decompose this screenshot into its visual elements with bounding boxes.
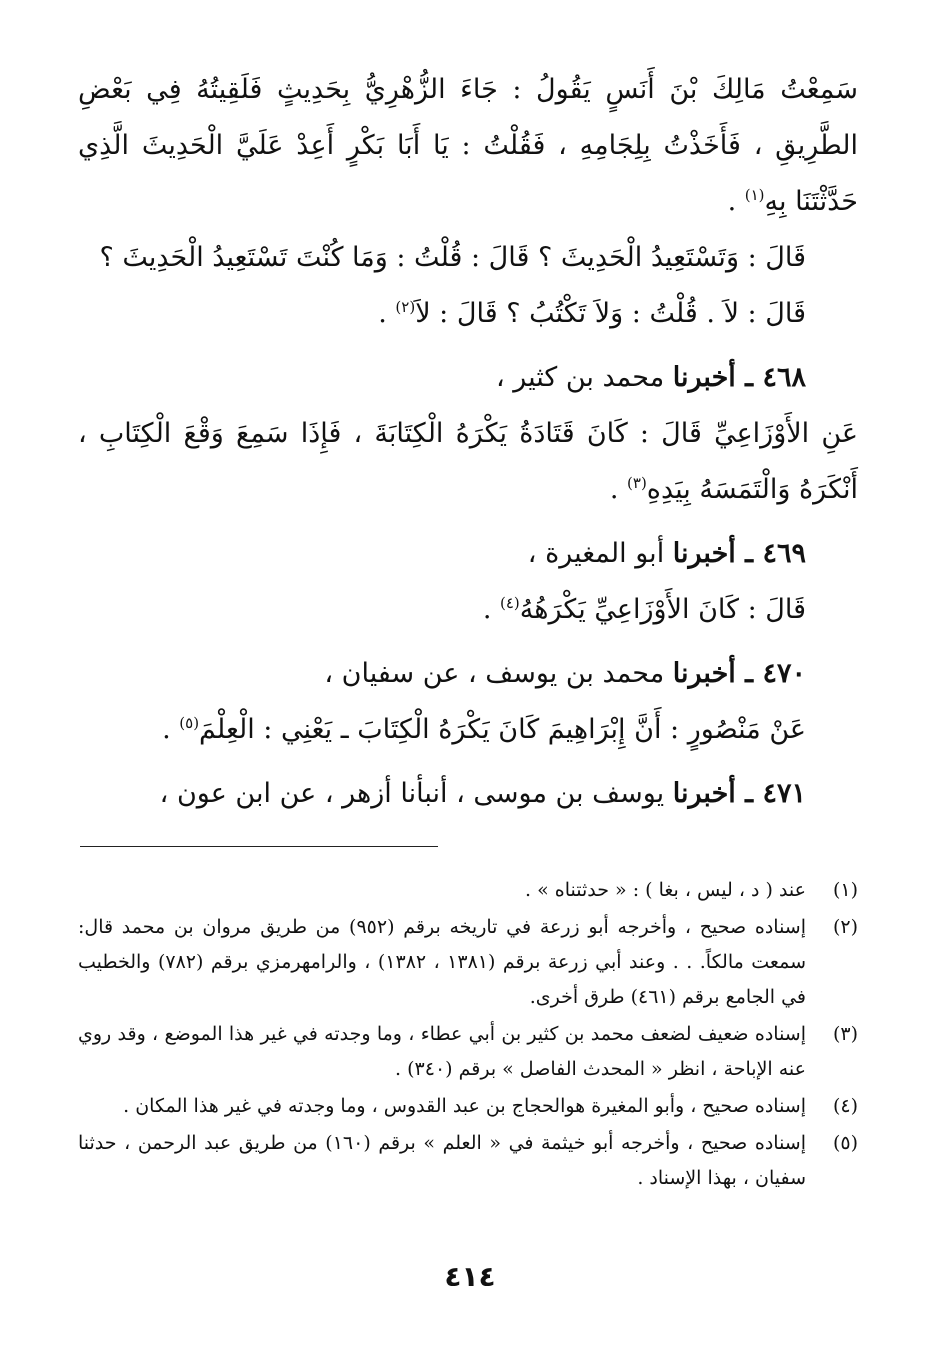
hadith-number: ٤٦٩ (762, 538, 806, 569)
paragraph-dialogue-2: قَالَ : لاَ . قُلْتُ : وَلاَ تَكْتُبُ ؟ قَالَ : لاَ$^{(٢)}$ . (378, 298, 806, 329)
footnote-mark: (٤) (832, 1095, 858, 1117)
paragraph-dialogue-1: قَالَ : وَتَسْتَعِيدُ الْحَدِيثَ ؟ قَالَ : قُلْتُ : وَمَا كُنْتَ تَسْتَعِيدُ الْحَدِيثَ ؟ (99, 242, 806, 273)
hadith-heading-471: ٤٧١ ـ أخبرنا يوسف بن موسى ، أنبأنا أزهر ، عن ابن عون ، (159, 778, 806, 809)
hadith-heading-470: ٤٧٠ ـ أخبرنا محمد بن يوسف ، عن سفيان ، (324, 658, 806, 689)
footnote-ref-3: (٣) (627, 474, 647, 492)
footnote-1 (78, 873, 858, 908)
footnote-5 (78, 1126, 858, 1196)
hadith-heading-469: ٤٦٩ ـ أخبرنا أبو المغيرة ، (527, 538, 806, 569)
footnote-ref-5: (٥) (179, 714, 200, 732)
footnote-3 (78, 1017, 858, 1087)
hadith-number: ٤٦٨ (762, 362, 806, 393)
hadith-text-469: قَالَ : كَانَ الأَوْزَاعِيِّ يَكْرَهُهُ$^{(٤)}$ . (482, 594, 806, 625)
hadith-text-468: عَنِ الأَوْزَاعِيِّ قَالَ : كَانَ قَتَادَةُ يَكْرَهُ الْكِتَابَةَ ، فَإِذَا سَمِعَ وَقْعَ الْكِتَابِ ، أَنْكَرَهُ وَالْتَمَسَهُ بِيَدِهِ$^{(٣)}$ . (78, 418, 858, 505)
footnote-2 (78, 910, 858, 1015)
main-text (78, 62, 858, 822)
hadith-number: ٤٧١ (762, 778, 806, 809)
footnote-text: إسناده صحيح ، وأخرجه أبو زرعة في تاريخه برقم (٩٥٢) من طريق مروان بن محمد قال: سمعت مالكاً. . . وعند أبي زرعة برقم (١٣٨١ ، ١٣٨٢) ، والرامهرمزي برقم (٧٨٢) والخطيب في الجامع برقم (٤٦١) طرق أخرى. (78, 916, 807, 1008)
footnote-4 (78, 1089, 858, 1124)
footnote-text: إسناده صحيح ، وأخرجه أبو خيثمة في « العلم » برقم (١٦٠) من طريق عبد الرحمن ، حدثنا سفيان ، بهذا الإسناد . (78, 1132, 806, 1189)
footnote-ref-1: (١) (744, 186, 765, 204)
footnote-mark: (٣) (832, 1023, 858, 1045)
hadith-text-470: عَنْ مَنْصُورٍ : أَنَّ إِبْرَاهِيمَ كَانَ يَكْرَهُ الْكِتَابَ ـ يَعْنِي : الْعِلْمَ$^{(٥)}$ . (162, 714, 806, 745)
paragraph-zuhri-hadith: سَمِعْتُ مَالِكَ بْنَ أَنَسٍ يَقُولُ : جَاءَ الزُّهْرِيُّ بِحَدِيثٍ فَلَقِيتُهُ فِي بَعْضِ الطَّرِيقِ ، فَأَخَذْتُ بِلِجَامِهِ ، فَقُلْتُ : يَا أَبَا بَكْرٍ أَعِدْ عَلَيَّ الْحَدِيثَ الَّذِي حَدَّثْتَنَا بِهِ$^{(١)}$ . (78, 74, 858, 217)
footnote-ref-2: (٢) (395, 298, 416, 316)
page-number: ٤١٤ (444, 1260, 496, 1293)
footnote-mark: (١) (832, 879, 858, 901)
book-page (78, 62, 858, 1198)
footnote-divider (80, 846, 438, 847)
footnote-ref-4: (٤) (500, 594, 520, 612)
footnote-text: إسناده ضعيف لضعف محمد بن كثير بن أبي عطاء ، وما وجدته في غير هذا الموضع ، وقد روي عنه الإباحة ، انظر « المحدث الفاصل » برقم (٣٤٠) . (78, 1023, 806, 1080)
footnotes (78, 873, 858, 1196)
hadith-heading-468: ٤٦٨ ـ أخبرنا محمد بن كثير ، (495, 362, 806, 393)
paragraph-text: سَمِعْتُ مَالِكَ بْنَ أَنَسٍ يَقُولُ : جَاءَ الزُّهْرِيُّ بِحَدِيثٍ فَلَقِيتُهُ فِي بَعْضِ الطَّرِيقِ ، فَأَخَذْتُ بِلِجَامِهِ ، فَقُلْتُ : يَا أَبَا بَكْرٍ أَعِدْ عَلَيَّ الْحَدِيثَ الَّذِي حَدَّثْتَنَا بِهِ (78, 74, 858, 217)
footnote-text: عند ( د ، ليس ، بغا ) : « حدثتناه » . (525, 879, 806, 901)
hadith-number: ٤٧٠ (762, 658, 806, 689)
footnote-mark: (٢) (832, 916, 858, 938)
footnote-mark: (٥) (832, 1132, 858, 1154)
footnote-text: إسناده صحيح ، وأبو المغيرة هوالحجاج بن عبد القدوس ، وما وجدته في غير هذا المكان . (123, 1095, 806, 1117)
